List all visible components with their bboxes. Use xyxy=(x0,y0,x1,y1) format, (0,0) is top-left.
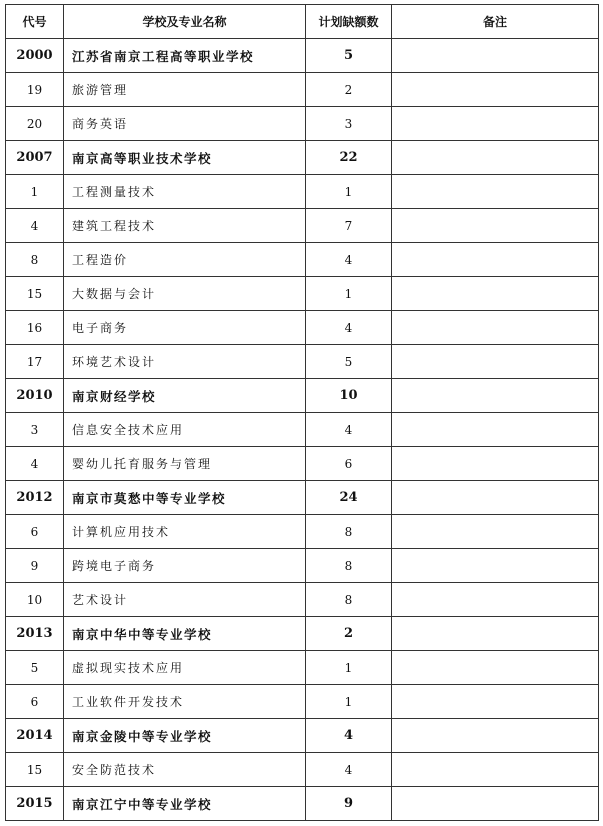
code-cell: 8 xyxy=(6,243,64,277)
name-cell: 婴幼儿托育服务与管理 xyxy=(64,447,306,481)
name-cell: 工程造价 xyxy=(64,243,306,277)
count-cell: 8 xyxy=(306,583,392,617)
major-row xyxy=(6,311,599,345)
name-cell: 大数据与会计 xyxy=(64,277,306,311)
major-row xyxy=(6,345,599,379)
name-cell: 南京江宁中等专业学校 xyxy=(64,787,306,821)
count-cell: 8 xyxy=(306,515,392,549)
count-cell: 4 xyxy=(306,753,392,787)
note-cell xyxy=(392,685,599,719)
count-cell: 24 xyxy=(306,481,392,515)
major-row xyxy=(6,277,599,311)
major-row xyxy=(6,107,599,141)
major-row xyxy=(6,413,599,447)
code-cell: 2015 xyxy=(6,787,64,821)
note-cell xyxy=(392,243,599,277)
note-cell xyxy=(392,481,599,515)
table-header xyxy=(6,5,599,39)
count-cell: 5 xyxy=(306,39,392,73)
note-cell xyxy=(392,345,599,379)
school-row xyxy=(6,481,599,515)
code-cell: 4 xyxy=(6,209,64,243)
code-cell: 17 xyxy=(6,345,64,379)
code-cell: 9 xyxy=(6,549,64,583)
note-cell xyxy=(392,549,599,583)
count-cell: 9 xyxy=(306,787,392,821)
note-cell xyxy=(392,175,599,209)
code-cell: 2010 xyxy=(6,379,64,413)
school-row xyxy=(6,787,599,821)
major-row xyxy=(6,753,599,787)
name-cell: 南京财经学校 xyxy=(64,379,306,413)
code-cell: 3 xyxy=(6,413,64,447)
name-cell: 南京金陵中等专业学校 xyxy=(64,719,306,753)
code-cell: 2014 xyxy=(6,719,64,753)
count-cell: 1 xyxy=(306,651,392,685)
note-cell xyxy=(392,583,599,617)
note-cell xyxy=(392,277,599,311)
name-cell: 商务英语 xyxy=(64,107,306,141)
count-cell: 4 xyxy=(306,413,392,447)
major-row xyxy=(6,685,599,719)
school-row xyxy=(6,719,599,753)
note-cell xyxy=(392,311,599,345)
note-cell xyxy=(392,413,599,447)
note-cell xyxy=(392,617,599,651)
code-cell: 6 xyxy=(6,685,64,719)
note-cell xyxy=(392,447,599,481)
code-cell: 2012 xyxy=(6,481,64,515)
name-cell: 工程测量技术 xyxy=(64,175,306,209)
vacancy-table xyxy=(5,4,599,821)
count-cell: 10 xyxy=(306,379,392,413)
vacancy-table-container xyxy=(5,4,598,821)
note-cell xyxy=(392,379,599,413)
header-count: 计划缺额数 xyxy=(306,5,392,39)
name-cell: 跨境电子商务 xyxy=(64,549,306,583)
count-cell: 4 xyxy=(306,719,392,753)
major-row xyxy=(6,175,599,209)
code-cell: 16 xyxy=(6,311,64,345)
count-cell: 1 xyxy=(306,175,392,209)
count-cell: 4 xyxy=(306,243,392,277)
code-cell: 2000 xyxy=(6,39,64,73)
name-cell: 南京中华中等专业学校 xyxy=(64,617,306,651)
code-cell: 5 xyxy=(6,651,64,685)
table-body xyxy=(6,39,599,821)
note-cell xyxy=(392,141,599,175)
count-cell: 5 xyxy=(306,345,392,379)
count-cell: 8 xyxy=(306,549,392,583)
name-cell: 南京高等职业技术学校 xyxy=(64,141,306,175)
code-cell: 1 xyxy=(6,175,64,209)
major-row xyxy=(6,447,599,481)
name-cell: 建筑工程技术 xyxy=(64,209,306,243)
note-cell xyxy=(392,753,599,787)
major-row xyxy=(6,651,599,685)
code-cell: 4 xyxy=(6,447,64,481)
major-row xyxy=(6,515,599,549)
note-cell xyxy=(392,39,599,73)
major-row xyxy=(6,549,599,583)
name-cell: 环境艺术设计 xyxy=(64,345,306,379)
count-cell: 2 xyxy=(306,617,392,651)
note-cell xyxy=(392,719,599,753)
major-row xyxy=(6,209,599,243)
header-note: 备注 xyxy=(392,5,599,39)
code-cell: 2013 xyxy=(6,617,64,651)
note-cell xyxy=(392,107,599,141)
name-cell: 信息安全技术应用 xyxy=(64,413,306,447)
count-cell: 1 xyxy=(306,277,392,311)
major-row xyxy=(6,583,599,617)
code-cell: 15 xyxy=(6,277,64,311)
name-cell: 安全防范技术 xyxy=(64,753,306,787)
name-cell: 江苏省南京工程高等职业学校 xyxy=(64,39,306,73)
code-cell: 19 xyxy=(6,73,64,107)
name-cell: 电子商务 xyxy=(64,311,306,345)
school-row xyxy=(6,39,599,73)
code-cell: 6 xyxy=(6,515,64,549)
count-cell: 7 xyxy=(306,209,392,243)
code-cell: 20 xyxy=(6,107,64,141)
name-cell: 艺术设计 xyxy=(64,583,306,617)
school-row xyxy=(6,379,599,413)
school-row xyxy=(6,617,599,651)
name-cell: 计算机应用技术 xyxy=(64,515,306,549)
count-cell: 6 xyxy=(306,447,392,481)
count-cell: 22 xyxy=(306,141,392,175)
count-cell: 1 xyxy=(306,685,392,719)
school-row xyxy=(6,141,599,175)
count-cell: 4 xyxy=(306,311,392,345)
name-cell: 虚拟现实技术应用 xyxy=(64,651,306,685)
code-cell: 15 xyxy=(6,753,64,787)
code-cell: 10 xyxy=(6,583,64,617)
note-cell xyxy=(392,73,599,107)
note-cell xyxy=(392,515,599,549)
note-cell xyxy=(392,209,599,243)
name-cell: 旅游管理 xyxy=(64,73,306,107)
count-cell: 2 xyxy=(306,73,392,107)
major-row xyxy=(6,73,599,107)
note-cell xyxy=(392,787,599,821)
major-row xyxy=(6,243,599,277)
count-cell: 3 xyxy=(306,107,392,141)
name-cell: 工业软件开发技术 xyxy=(64,685,306,719)
note-cell xyxy=(392,651,599,685)
header-code: 代号 xyxy=(6,5,64,39)
name-cell: 南京市莫愁中等专业学校 xyxy=(64,481,306,515)
header-name: 学校及专业名称 xyxy=(64,5,306,39)
code-cell: 2007 xyxy=(6,141,64,175)
header-row xyxy=(6,5,599,39)
